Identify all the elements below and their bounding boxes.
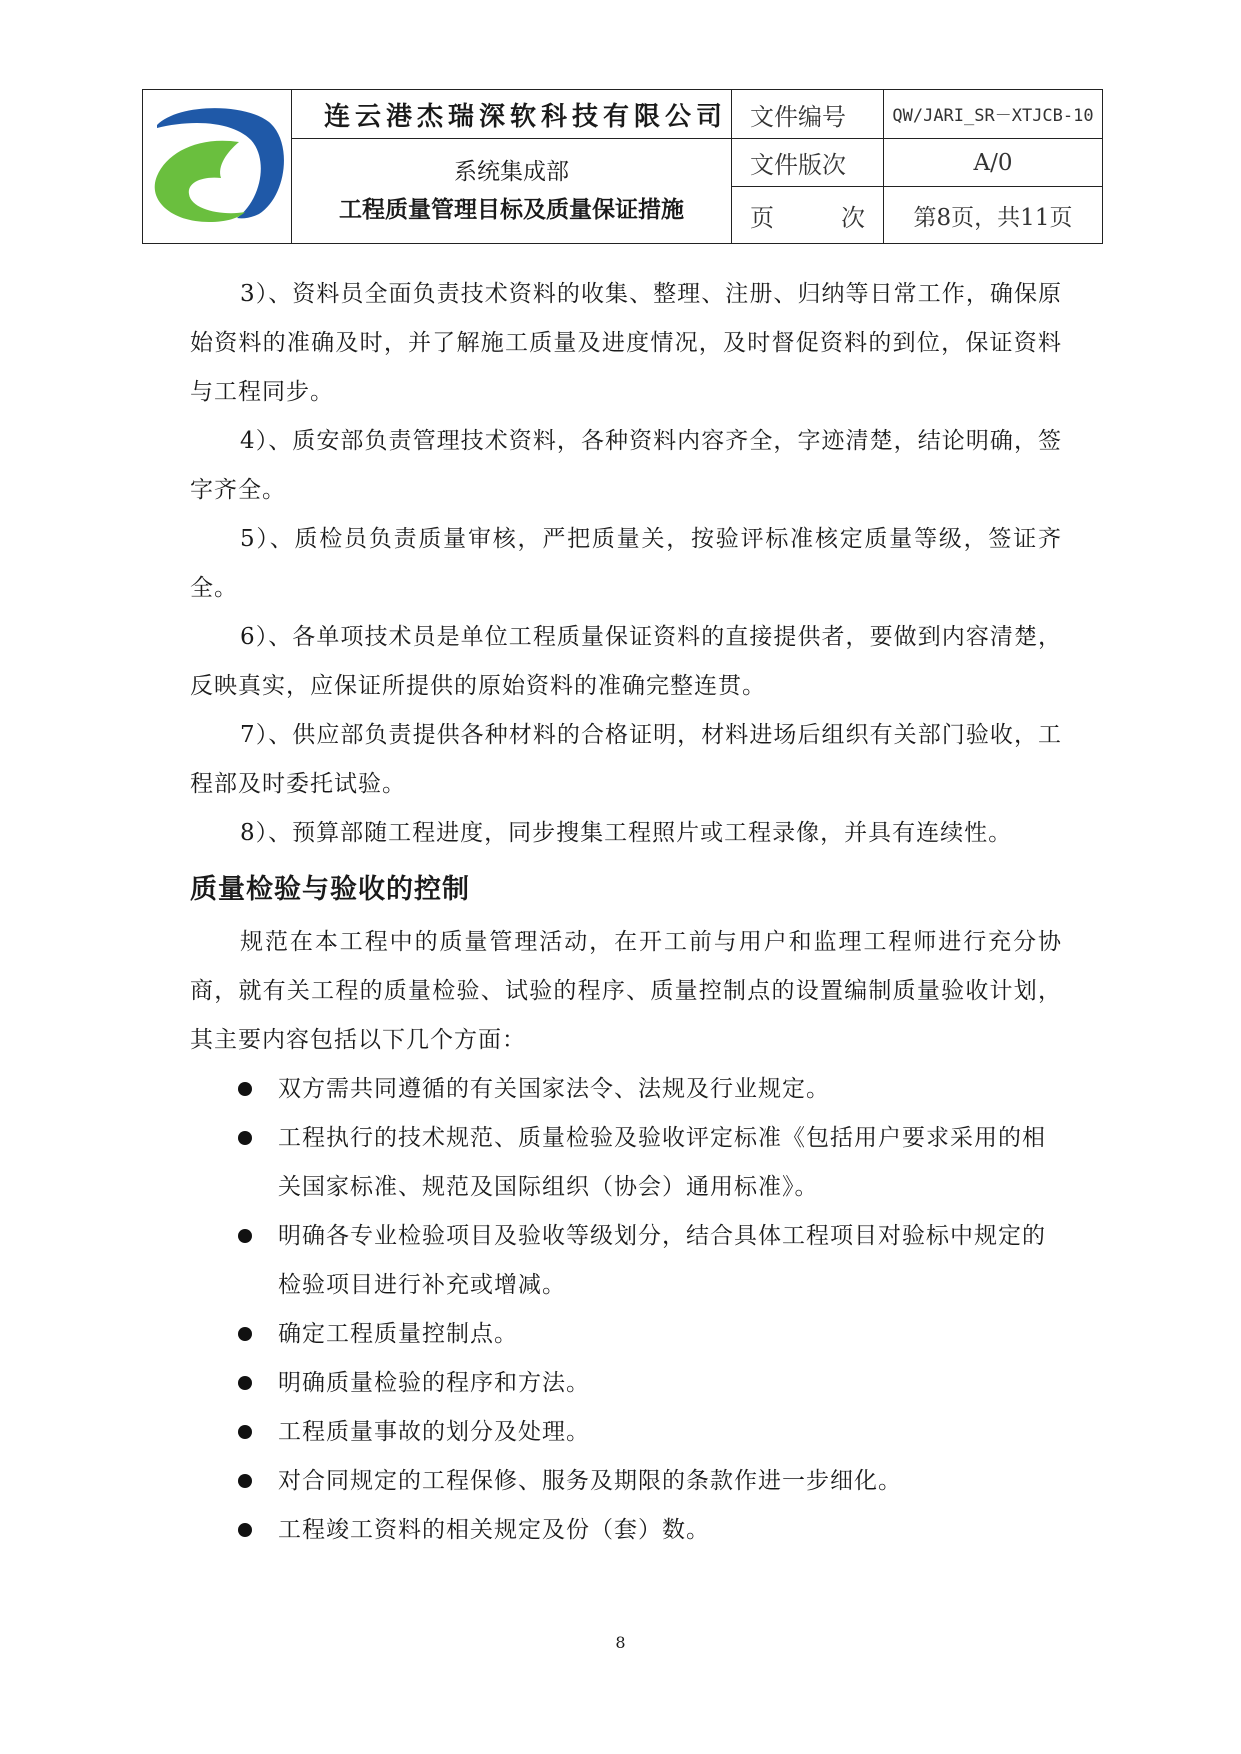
- list-item-text: 双方需共同遵循的有关国家法令、法规及行业规定。: [278, 1076, 830, 1102]
- requirements-list: [190, 1065, 1062, 1555]
- section-intro: 规范在本工程中的质量管理活动，在开工前与用户和监理工程师进行充分协商，就有关工程的质量检验、试验的程序、质量控制点的设置编制质量验收计划，其主要内容包括以下几个方面：: [190, 929, 1062, 1053]
- page-label-left: 页: [750, 203, 774, 232]
- bullet-icon: [238, 1376, 252, 1390]
- department-name: 系统集成部: [454, 159, 569, 185]
- list-item-text: 工程质量事故的划分及处理。: [278, 1419, 590, 1445]
- page-number: 8: [615, 1633, 626, 1652]
- document-body: [190, 270, 1062, 1555]
- paragraph-5: 5）、质检员负责质量审核，严把质量关，按验评标准核定质量等级，签证齐全。: [190, 526, 1062, 601]
- list-item: [190, 1065, 1062, 1114]
- list-item: [190, 1506, 1062, 1555]
- list-item: [190, 1457, 1062, 1506]
- list-item-text: 工程竣工资料的相关规定及份（套）数。: [278, 1517, 710, 1543]
- bullet-icon: [238, 1523, 252, 1537]
- paragraph-4: 4）、质安部负责管理技术资料，各种资料内容齐全，字迹清楚，结论明确，签字齐全。: [190, 428, 1062, 503]
- list-item-text: 明确各专业检验项目及验收等级划分，结合具体工程项目对验标中规定的检验项目进行补充或增减。: [278, 1223, 1046, 1298]
- paragraph-8: 8）、预算部随工程进度，同步搜集工程照片或工程录像，并具有连续性。: [240, 820, 1013, 846]
- company-logo-cell: [143, 90, 292, 244]
- list-item: [190, 1310, 1062, 1359]
- section-heading: 质量检验与验收的控制: [190, 874, 470, 905]
- doc-version-label: 文件版次: [732, 139, 884, 187]
- list-item-text: 工程执行的技术规范、质量检验及验收评定标准《包括用户要求采用的相关国家标准、规范及国际组织（协会）通用标准》。: [278, 1125, 1046, 1200]
- page-label-cell: [732, 187, 884, 244]
- page-count-value: 第8页，共11页: [884, 187, 1103, 244]
- bullet-icon: [238, 1425, 252, 1439]
- bullet-icon: [238, 1131, 252, 1145]
- company-logo-icon: [147, 100, 287, 230]
- doc-number-label: 文件编号: [732, 90, 884, 139]
- list-item-text: 明确质量检验的程序和方法。: [278, 1370, 590, 1396]
- paragraph-6: 6）、各单项技术员是单位工程质量保证资料的直接提供者，要做到内容清楚，反映真实，应保证所提供的原始资料的准确完整连贯。: [190, 624, 1062, 699]
- paragraph-3: 3）、资料员全面负责技术资料的收集、整理、注册、归纳等日常工作，确保原始资料的准确及时，并了解施工质量及进度情况，及时督促资料的到位，保证资料与工程同步。: [190, 281, 1062, 405]
- list-item-text: 确定工程质量控制点。: [278, 1321, 518, 1347]
- doc-title-cell: [292, 139, 732, 244]
- page-label-right: 次: [841, 203, 865, 232]
- bullet-icon: [238, 1082, 252, 1096]
- bullet-icon: [238, 1474, 252, 1488]
- list-item: [190, 1359, 1062, 1408]
- doc-version-value: A/0: [884, 139, 1103, 187]
- bullet-icon: [238, 1327, 252, 1341]
- list-item: [190, 1212, 1062, 1310]
- list-item: [190, 1114, 1062, 1212]
- paragraph-7: 7）、供应部负责提供各种材料的合格证明，材料进场后组织有关部门验收，工程部及时委托试验。: [190, 722, 1062, 797]
- doc-number-text: QW/JARI_SR－XTJCB-10: [892, 106, 1094, 126]
- document-title: 工程质量管理目标及质量保证措施: [339, 196, 684, 223]
- doc-number-value: [884, 90, 1103, 139]
- list-item: [190, 1408, 1062, 1457]
- list-item-text: 对合同规定的工程保修、服务及期限的条款作进一步细化。: [278, 1468, 902, 1494]
- document-header-table: [142, 89, 1103, 244]
- bullet-icon: [238, 1229, 252, 1243]
- company-name: 连云港杰瑞深软科技有限公司: [292, 90, 732, 139]
